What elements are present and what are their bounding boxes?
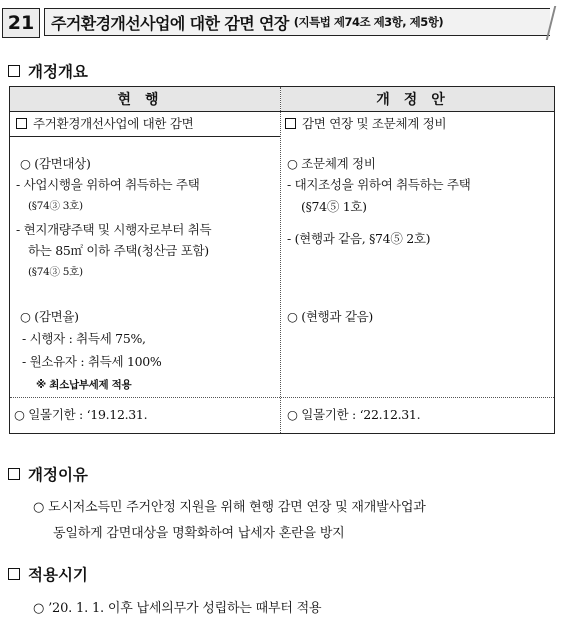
header-current: 현행 (10, 87, 280, 111)
reason-line1: ○ 도시저소득민 주거안정 지원을 위해 현행 감면 연장 및 재개발사업과 (33, 500, 426, 515)
subheading-divider (10, 136, 280, 137)
current-sunset: ○ 일몰기한 : ‘19.12.31. (14, 407, 148, 422)
amended-rate: ○ (현행과 같음) (287, 309, 373, 324)
current-subheading (16, 118, 193, 131)
amended-item1: - 대지조성을 위하여 취득하는 주택 (287, 177, 471, 192)
header-amended: 개정안 (281, 87, 554, 111)
current-target-item2-ref: (§74③ 5호) (28, 266, 83, 278)
current-rate-note: ※ 최소납부세제 적용 (36, 379, 132, 391)
current-rate-item2: - 원소유자 : 취득세 100% (22, 354, 162, 369)
section-number: 21 (2, 8, 40, 38)
page-subtitle: (지특법 제74조 제3항, 제5항) (293, 15, 444, 29)
current-rate-item1: - 시행자 : 취득세 75%, (22, 331, 146, 346)
applicable-line1: ○ ’20. 1. 1. 이후 납세의무가 성립하는 때부터 적용 (33, 601, 322, 616)
heading-reason (8, 463, 88, 485)
sunset-divider (10, 397, 554, 398)
current-target-item2-line2: 하는 85㎡ 이하 주택(청산금 포함) (28, 243, 209, 258)
reason-line2: 동일하게 감면대상을 명확화하여 납세자 혼란을 방지 (53, 526, 345, 541)
amended-item1-ref: (§74⑤ 1호) (301, 199, 367, 214)
heading-reason-label: 개정이유 (28, 466, 88, 484)
amended-subheading-text: 감면 연장 및 조문체계 정비 (302, 116, 447, 131)
title-bar (2, 8, 557, 38)
page-title: 주거환경개선사업에 대한 감면 연장 (51, 13, 289, 33)
title-box (44, 8, 550, 36)
amended-item-label: ○ 조문체계 정비 (287, 156, 376, 171)
current-column (10, 112, 280, 433)
current-target-item1: - 사업시행을 위하여 취득하는 주택 (16, 177, 200, 192)
square-bullet-icon (8, 568, 20, 580)
amended-sunset: ○ 일몰기한 : ‘22.12.31. (287, 407, 421, 422)
square-bullet-icon (8, 65, 20, 77)
heading-applicable-label: 적용시기 (28, 566, 88, 584)
current-target-label: ○ (감면대상) (20, 156, 91, 171)
current-target-item1-ref: (§74③ 3호) (28, 200, 83, 212)
square-bullet-icon (16, 118, 27, 129)
amended-column (281, 112, 554, 433)
heading-overview-label: 개정개요 (28, 63, 88, 81)
heading-overview (8, 60, 88, 82)
comparison-table (9, 86, 555, 434)
square-bullet-icon (8, 468, 20, 480)
amended-item2: - (현행과 같음, §74⑤ 2호) (287, 231, 431, 246)
current-rate-label: ○ (감면율) (20, 309, 79, 324)
amended-subheading (285, 118, 446, 131)
square-bullet-icon (285, 118, 296, 129)
current-subheading-text: 주거환경개선사업에 대한 감면 (33, 116, 194, 131)
heading-applicable (8, 563, 88, 585)
current-target-item2-line1: - 현지개량주택 및 시행자로부터 취득 (16, 222, 212, 237)
